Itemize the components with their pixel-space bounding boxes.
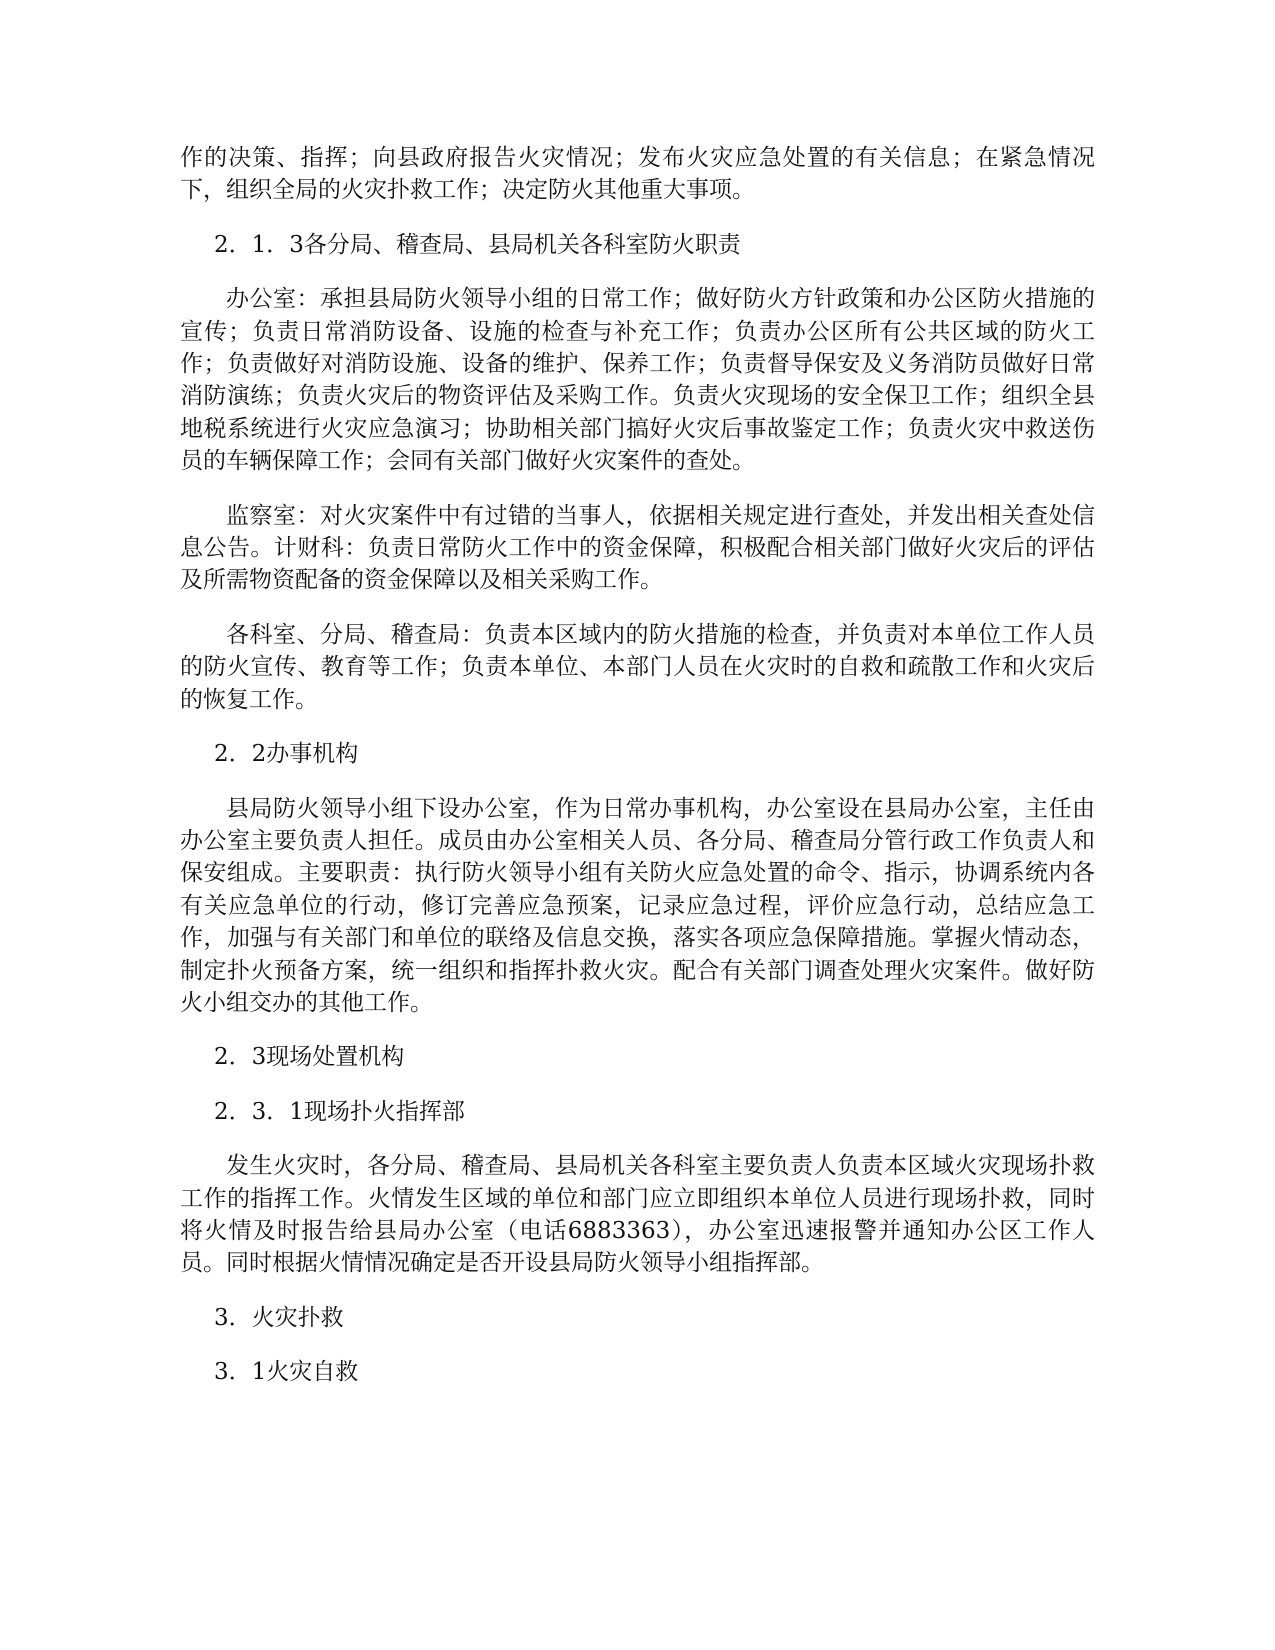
paragraph-onsite-command: 发生火灾时，各分局、稽查局、县局机关各科室主要负责人负责本区域火灾现场扑救工作的指挥工作。火情发生区域的单位和部门应立即组织本单位人员进行现场扑救，同时将火情及时报告给县局办公室（电话6883363），办公室迅速报警并通知办公区工作人员。同时根据火情情况确定是否开设县局防火领导小组指挥部。 (180, 1153, 1095, 1277)
section-heading-3: 3．火灾扑救 (214, 1304, 344, 1331)
section-heading-2-3: 2．3现场处置机构 (214, 1044, 405, 1071)
section-heading-2-3-1: 2．3．1现场扑火指挥部 (214, 1098, 465, 1125)
section-heading-3-1: 3．1火灾自救 (214, 1359, 359, 1386)
paragraph-department-duties: 各科室、分局、稽查局：负责本区域内的防火措施的检查，并负责对本单位工作人员的防火宣传、教育等工作；负责本单位、本部门人员在火灾时的自救和疏散工作和火灾后的恢复工作。 (180, 621, 1095, 713)
paragraph-continuation: 作的决策、指挥；向县政府报告火灾情况；发布火灾应急处置的有关信息；在紧急情况下，组织全局的火灾扑救工作；决定防火其他重大事项。 (180, 145, 1095, 204)
paragraph-office-duties: 办公室：承担县局防火领导小组的日常工作；做好防火方针政策和办公区防火措施的宣传；负责日常消防设备、设施的检查与补充工作；负责办公区所有公共区域的防火工作；负责做好对消防设施、设备的维护、保养工作；负责督导保安及义务消防员做好日常消防演练；负责火灾后的物资评估及采购工作。负责火灾现场的安全保卫工作；组织全县地税系统进行火灾应急演习；协助相关部门搞好火灾后事故鉴定工作；负责火灾中救送伤员的车辆保障工作；会同有关部门做好火灾案件的查处。 (180, 286, 1095, 475)
document-body (180, 142, 1095, 1411)
paragraph-agency-duties: 县局防火领导小组下设办公室，作为日常办事机构，办公室设在县局办公室，主任由办公室主要负责人担任。成员由办公室相关人员、各分局、稽查局分管行政工作负责人和保安组成。主要职责：执行防火领导小组有关防火应急处置的命令、指示，协调系统内各有关应急单位的行动，修订完善应急预案，记录应急过程，评价应急行动，总结应急工作，加强与有关部门和单位的联络及信息交换，落实各项应急保障措施。掌握火情动态，制定扑火预备方案，统一组织和指挥扑救火灾。配合有关部门调查处理火灾案件。做好防火小组交办的其他工作。 (180, 795, 1095, 1016)
section-heading-2-1-3: 2．1．3各分局、稽查局、县局机关各科室防火职责 (214, 231, 741, 258)
section-heading-2-2: 2．2办事机构 (214, 741, 359, 768)
paragraph-supervision-duties: 监察室：对火灾案件中有过错的当事人，依据相关规定进行查处，并发出相关查处信息公告。计财科：负责日常防火工作中的资金保障，积极配合相关部门做好火灾后的评估及所需物资配备的资金保障以及相关采购工作。 (180, 502, 1095, 594)
